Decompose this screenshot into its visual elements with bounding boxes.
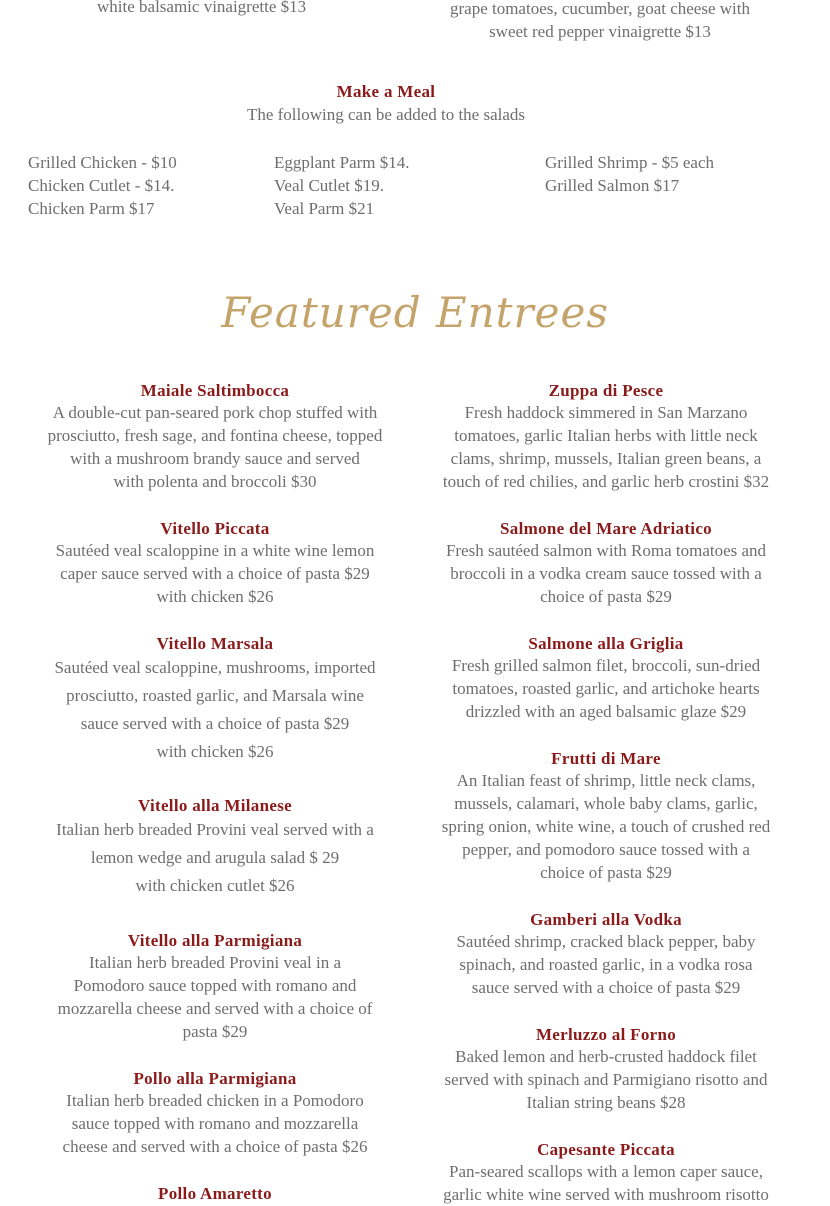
- menu-item: [30, 796, 400, 900]
- menu-item-description: [30, 401, 400, 493]
- addon-item: Eggplant Parm $14.: [274, 153, 410, 172]
- menu-item: [30, 931, 400, 1043]
- menu-item-description: [420, 930, 792, 999]
- menu-item: [420, 381, 792, 493]
- menu-item-title: Capesante Piccata: [537, 1140, 675, 1159]
- description-line: An Italian feast of shrimp, little neck clams,: [456, 771, 756, 790]
- addon-item: Veal Cutlet $19.: [274, 176, 385, 195]
- top-left-fragment: white balsamic vinaigrette $13: [97, 0, 307, 16]
- menu-item: [420, 1025, 792, 1114]
- description-line: spinach, and roasted garlic, in a vodka rosa: [459, 955, 753, 974]
- description-line: garlic white wine served with mushroom risotto: [443, 1185, 769, 1204]
- description-line: cheese and served with a choice of pasta $26: [62, 1137, 368, 1156]
- description-line: Italian herb breaded Provini veal served with a: [56, 820, 374, 839]
- menu-item-title: Pollo Amaretto: [158, 1184, 272, 1203]
- description-line: Fresh sautéed salmon with Roma tomatoes and: [445, 541, 767, 560]
- menu-item: [30, 1069, 400, 1158]
- description-line: with a mushroom brandy sauce and served: [70, 449, 360, 468]
- description-line: prosciutto, roasted garlic, and Marsala wine: [66, 686, 364, 705]
- description-line: mozzarella cheese and served with a choice of: [57, 999, 373, 1018]
- description-line: Baked lemon and herb-crusted haddock filet: [455, 1047, 757, 1066]
- menu-item: [30, 519, 400, 608]
- menu-item-title: Gamberi alla Vodka: [530, 910, 682, 929]
- description-line: tomatoes, garlic Italian herbs with little neck: [454, 426, 758, 445]
- menu-item-description: [30, 1089, 400, 1158]
- addon-column-2: [274, 151, 410, 220]
- description-line: lemon wedge and arugula salad $ 29: [90, 848, 340, 867]
- description-line: tomatoes, roasted garlic, and artichoke hearts: [452, 679, 760, 698]
- addon-column-3: [545, 151, 714, 197]
- description-line: Sautéed veal scaloppine, mushrooms, imported: [54, 658, 376, 677]
- menu-item: [420, 519, 792, 608]
- menu-item-description: [420, 401, 792, 493]
- description-line: clams, shrimp, mussels, Italian green beans, a: [450, 449, 762, 468]
- description-line: Italian string beans $28: [526, 1093, 686, 1112]
- menu-item-description: [420, 654, 792, 723]
- description-line: spring onion, white wine, a touch of crushed red: [441, 817, 771, 836]
- description-line: Fresh haddock simmered in San Marzano: [464, 403, 748, 422]
- description-line: served with spinach and Parmigiano risotto and: [444, 1070, 768, 1089]
- description-line: with polenta and broccoli $30: [113, 472, 317, 491]
- menu-item-description: [30, 951, 400, 1043]
- description-line: A double-cut pan-seared pork chop stuffed with: [52, 403, 378, 422]
- menu-item-description: [30, 654, 400, 766]
- description-line: Italian herb breaded chicken in a Pomodoro: [66, 1091, 364, 1110]
- description-line: pepper, and pomodoro sauce tossed with a: [462, 840, 750, 859]
- description-line: with chicken cutlet $26: [135, 876, 295, 895]
- menu-item: [420, 634, 792, 723]
- description-line: Pan-seared scallops with a lemon caper sauce,: [449, 1162, 763, 1181]
- addon-item: Chicken Parm $17: [28, 199, 155, 218]
- addon-item: Veal Parm $21: [274, 199, 375, 218]
- description-line: sauce served with a choice of pasta $29: [471, 978, 741, 997]
- description-line: Italian herb breaded Provini veal in a: [88, 953, 342, 972]
- description-line: pasta $29: [182, 1022, 248, 1041]
- description-line: with chicken $26: [156, 742, 274, 761]
- menu-item-title: Vitello alla Milanese: [138, 796, 292, 815]
- menu-item-description: [420, 1045, 792, 1114]
- menu-item: [30, 381, 400, 493]
- menu-item-description: [30, 816, 400, 900]
- addon-item: Grilled Shrimp - $5 each: [545, 153, 715, 172]
- menu-item: [420, 749, 792, 884]
- menu-item: [420, 1140, 792, 1206]
- menu-item-title: Pollo alla Parmigiana: [133, 1069, 297, 1088]
- description-line: drizzled with an aged balsamic glaze $29: [465, 702, 747, 721]
- description-line: choice of pasta $29: [540, 863, 672, 882]
- description-line: prosciutto, fresh sage, and fontina cheese, topped: [47, 426, 383, 445]
- description-line: sauce topped with romano and mozzarella: [71, 1114, 359, 1133]
- menu-item-title: Salmone del Mare Adriatico: [500, 519, 712, 538]
- menu-item-description: [420, 1160, 792, 1206]
- description-line: caper sauce served with a choice of pasta $29: [60, 564, 370, 583]
- description-line: with chicken $26: [156, 587, 274, 606]
- top-right-fragment-line: grape tomatoes, cucumber, goat cheese with: [449, 0, 750, 18]
- menu-item-title: Maiale Saltimbocca: [140, 381, 290, 400]
- description-line: Sautéed shrimp, cracked black pepper, baby: [456, 932, 756, 951]
- menu-item-description: [420, 539, 792, 608]
- menu-item-title: Salmone alla Griglia: [528, 634, 684, 653]
- addon-column-1: [28, 151, 177, 220]
- menu-item: [420, 910, 792, 999]
- description-line: choice of pasta $29: [540, 587, 672, 606]
- menu-item-title: Vitello alla Parmigiana: [127, 931, 303, 950]
- addon-item: Grilled Salmon $17: [545, 176, 680, 195]
- description-line: Pomodoro sauce topped with romano and: [73, 976, 357, 995]
- featured-entrees-heading: Featured Entrees: [221, 288, 609, 337]
- addon-item: Chicken Cutlet - $14.: [28, 176, 175, 195]
- description-line: broccoli in a vodka cream sauce tossed with a: [450, 564, 762, 583]
- addon-item: Grilled Chicken - $10: [28, 153, 177, 172]
- make-a-meal-subtitle: The following can be added to the salads: [246, 105, 526, 124]
- make-a-meal-title: Make a Meal: [336, 82, 436, 101]
- menu-item: [30, 634, 400, 766]
- description-line: mussels, calamari, whole baby clams, garlic,: [454, 794, 758, 813]
- menu-item: [30, 1184, 400, 1204]
- description-line: sauce served with a choice of pasta $29: [80, 714, 350, 733]
- description-line: Sautéed veal scaloppine in a white wine lemon: [55, 541, 375, 560]
- description-line: Fresh grilled salmon filet, broccoli, sun-dried: [451, 656, 761, 675]
- menu-item-title: Merluzzo al Forno: [535, 1025, 677, 1044]
- menu-item-title: Vitello Piccata: [160, 519, 270, 538]
- menu-item-title: Vitello Marsala: [156, 634, 274, 653]
- menu-item-description: [30, 539, 400, 608]
- menu-item-title: Zuppa di Pesce: [548, 381, 664, 400]
- menu-item-title: Frutti di Mare: [551, 749, 661, 768]
- top-right-fragment: [420, 0, 780, 43]
- description-line: touch of red chilies, and garlic herb crostini $32: [442, 472, 770, 491]
- top-right-fragment-line: sweet red pepper vinaigrette $13: [489, 22, 711, 41]
- menu-item-description: [420, 769, 792, 884]
